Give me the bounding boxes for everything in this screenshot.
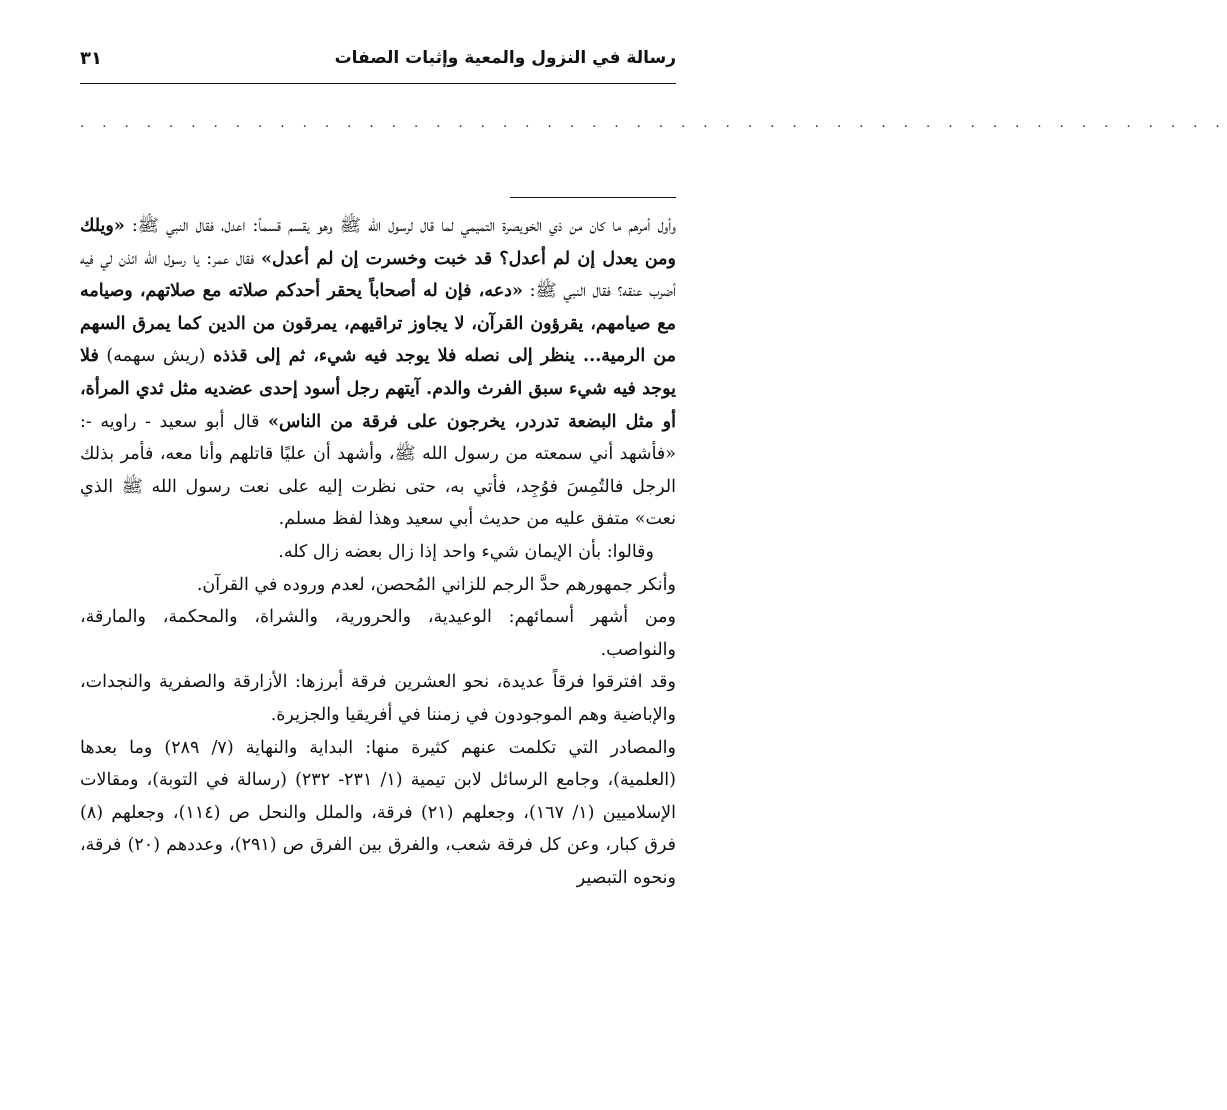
footnote-text: فقال عمر: يا رسول الله ائذن لي فيه أضرب عنقه؟ فقال النبي ﷺ: [80, 248, 677, 302]
running-title: رسالة في النزول والمعية وإثبات الصفات [334, 48, 676, 68]
hadith-quote: فلا يوجد فيه شيء سبق الفرث والدم. آيتهم رجل أسود إحدى عضديه مثل ثدي المرأة، أو مثل البضعة تدردر، يخرجون على فرقة من الناس» [80, 346, 676, 432]
footnote-paragraph [80, 569, 676, 602]
header-rule [80, 83, 676, 84]
footnote-text: وأنكر جمهورهم حدَّ الرجم للزاني المُحصن، لعدم وروده في القرآن. [196, 574, 676, 595]
footnote-text: وقد افترقوا فرقاً عديدة، نحو العشرين فرقة أبرزها: الأزارقة والصفرية والنجدات، والإباضية وهم الموجودون في زمننا في أفريقيا والجزيرة. [80, 672, 676, 725]
text-separator-dots: . . . . . . . . . . . . . . . . . . . . . . . . . . . . . . . . . . . . . . . . . . . . . . . . . . . . [80, 116, 1227, 131]
footnote-paragraph [80, 210, 676, 536]
footnote-text: وأول أمرهم ما كان من ذي الخويصرة التميمي لما قال لرسول الله ﷺ وهو يقسم قسماً: اعدل، فقال النبي ﷺ: [124, 216, 676, 236]
footnote-text: وقالوا: بأن الإيمان شيء واحد إذا زال بعضه زال كله. [278, 541, 654, 562]
footnote-rule [510, 197, 676, 198]
footnote-paragraph [80, 666, 676, 731]
footnote-text: (ريش سهمه) [98, 346, 214, 367]
footnote-text: قال أبو سعيد - راويه -: «فأشهد أني سمعته من رسول الله ﷺ، وأشهد أن عليًا قاتلهم وأنا معه، فأمر بذلك الرجل فالتُمِسَ فوُجِد، فأتي به، حتى نظرت إليه على نعت رسول الله ﷺ الذي نعت» متفق عليه من حديث أبي سعيد وهذا لفظ مسلم. [80, 411, 676, 530]
hadith-quote: «دعه، فإن له أصحاباً يحقر أحدكم صلاته مع صلاتهم، وصيامه مع صيامهم، يقرؤون القرآن، لا يجاوز تراقيهم، يمرقون من الدين كما يمرق السهم من الرمية... ينظر إلى نصله فلا يوجد فيه شيء، ثم إلى قذذه [80, 281, 676, 367]
page-number: ٣١ [80, 48, 102, 69]
footnote-paragraph [80, 536, 676, 569]
footnote-body [80, 210, 676, 894]
footnote-paragraph [80, 601, 676, 666]
footnote-paragraph [80, 732, 676, 895]
footnote-text: ومن أشهر أسمائهم: الوعيدية، والحرورية، والشراة، والمحكمة، والمارقة، والنواصب. [80, 607, 676, 660]
page-header [80, 40, 676, 82]
hadith-quote: «ويلك ومن يعدل إن لم أعدل؟ قد خبت وخسرت إن لم أعدل» [80, 216, 676, 269]
footnote-text: والمصادر التي تكلمت عنهم كثيرة منها: البداية والنهاية (٧/ ٢٨٩) وما بعدها (العلمية)، وجامع الرسائل لابن تيمية (١/ ٢٣١- ٢٣٢) (رسالة في التوبة)، ومقالات الإسلاميين (١/ ١٦٧)، وجعلهم (٢١) فرقة، والملل والنحل ص (١١٤)، وجعلهم (٨) فرق كبار، وعن كل فرقة شعب، والفرق بين الفرق ص (٢٩١)، وعددهم (٢٠) فرقة، ونحوه التبصير [80, 737, 676, 888]
